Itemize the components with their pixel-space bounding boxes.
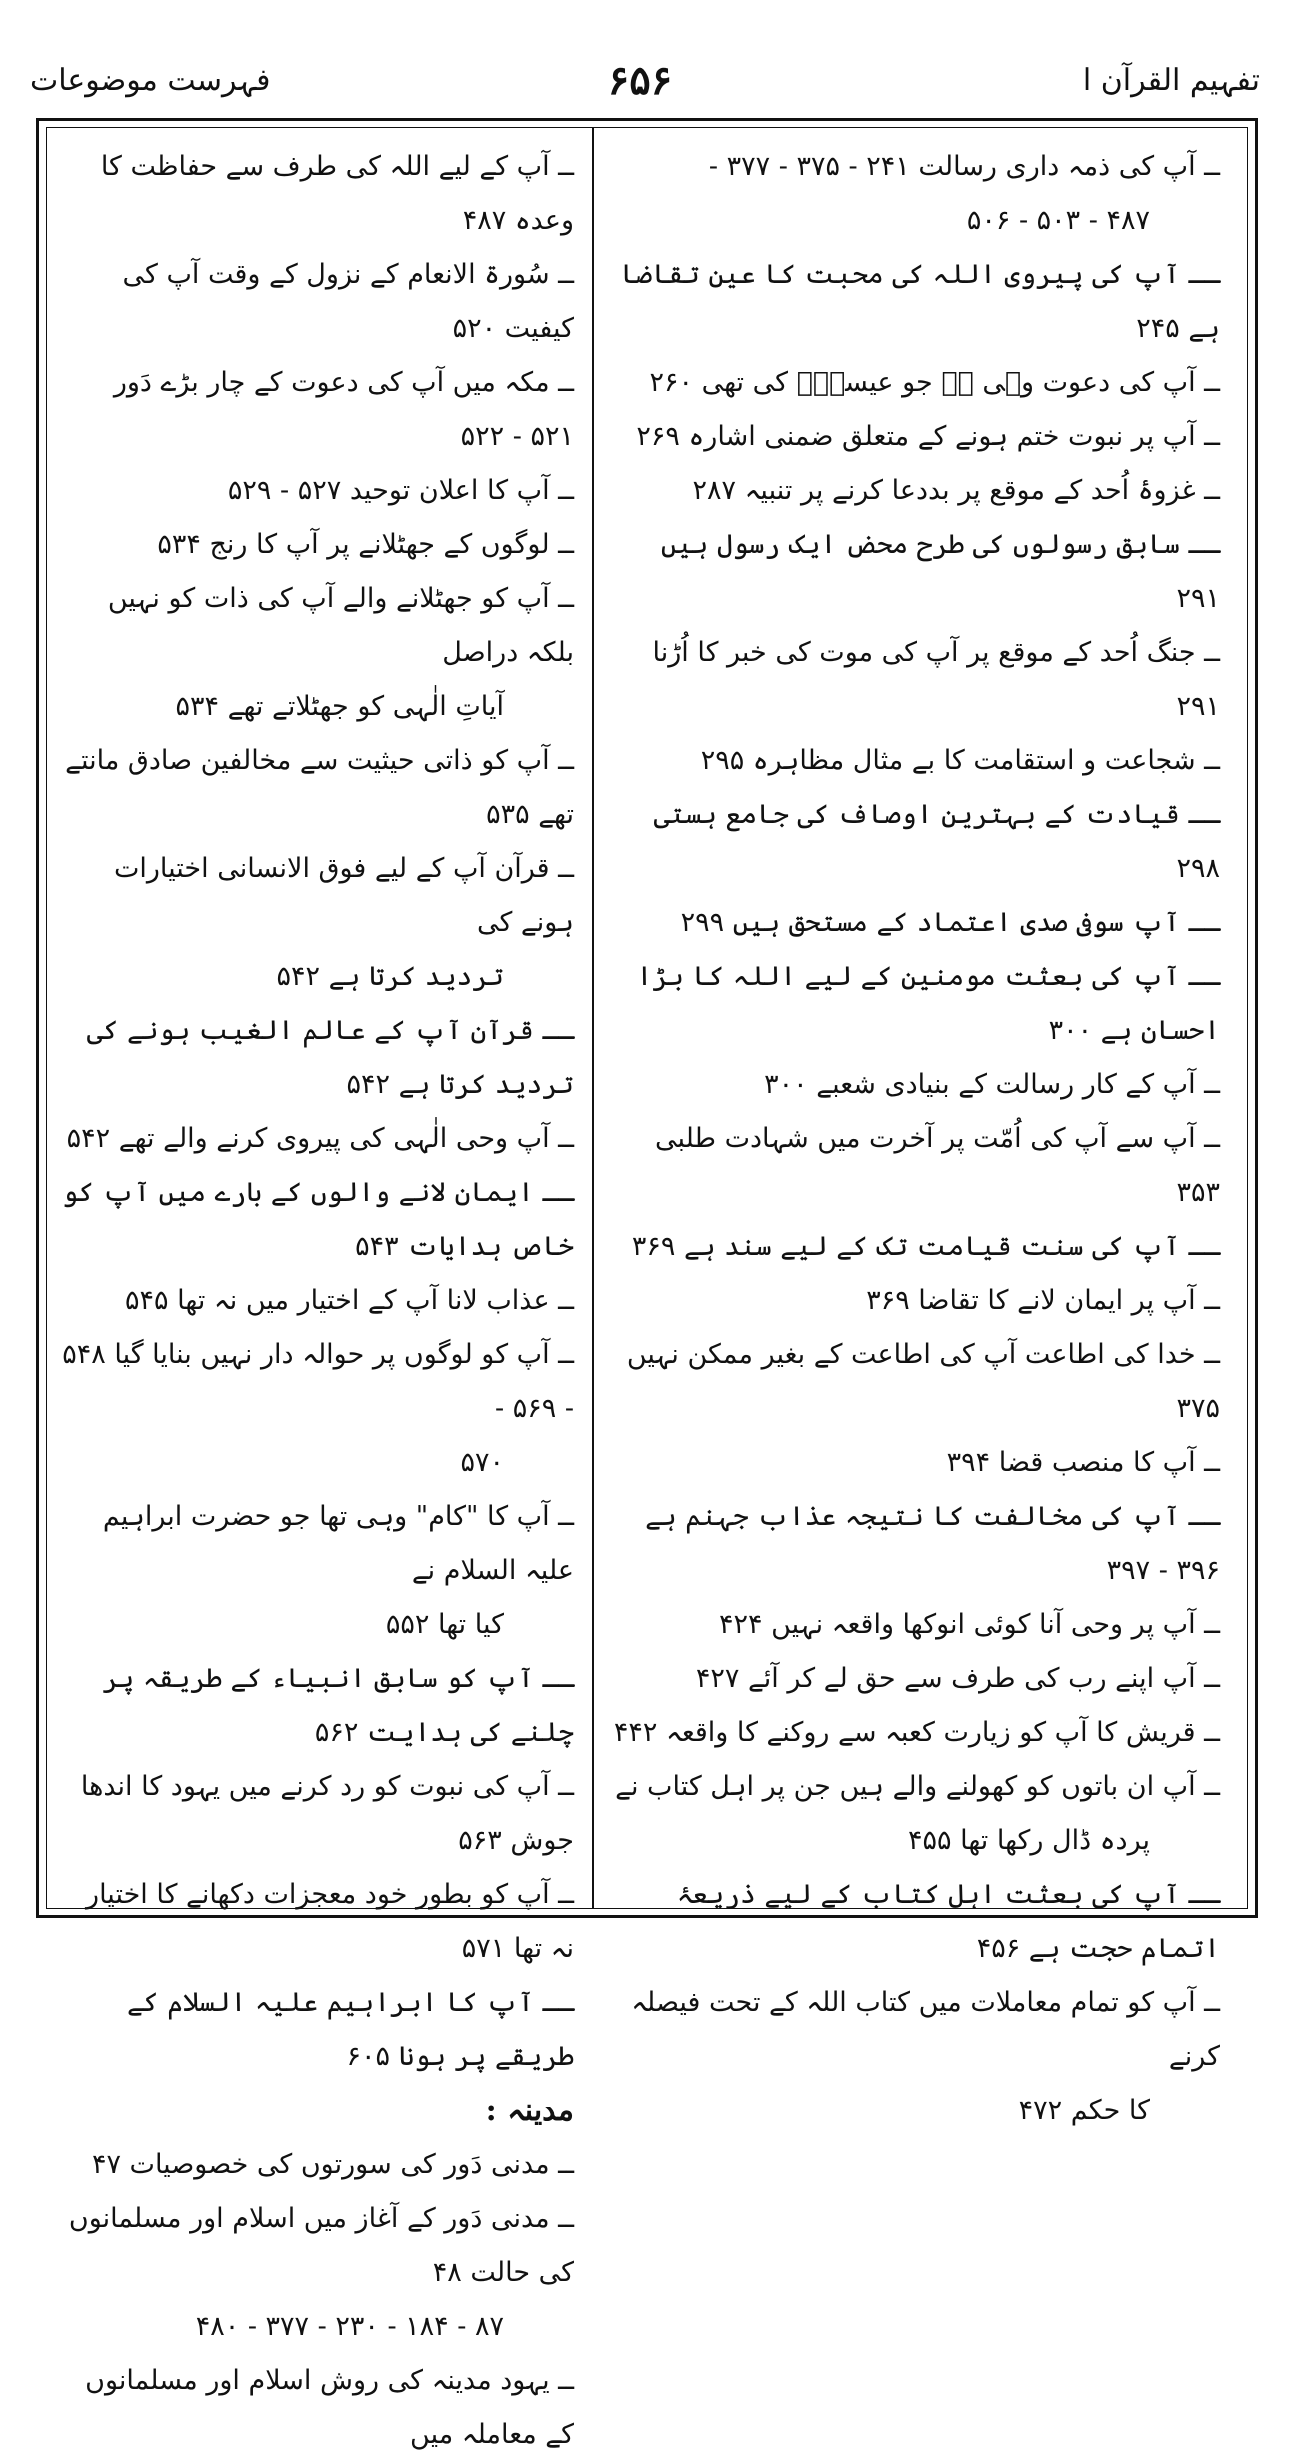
index-entry: ــ آپ کی ذمہ داری رسالت ۲۴۱ - ۳۷۵ - ۳۷۷ -	[708, 151, 1220, 182]
index-entry: ــ ایمان لانے والوں کے بارے میں آپ کو خاص ہدایات ۵۴۳	[62, 1177, 574, 1262]
index-entry: ــ آپ کے لیے اللہ کی طرف سے حفاظت کا وعدہ ۴۸۷	[100, 151, 574, 236]
index-entry: ــ آپ کو لوگوں پر حوالہ دار نہیں بنایا گیا ۵۴۸ - ۵۶۹ -	[62, 1339, 574, 1424]
book-title: تفہیم القرآن ا	[1082, 63, 1260, 98]
index-entry: ــ آپ پر وحی آنا کوئی انوکھا واقعہ نہیں ۴۲۴	[718, 1609, 1220, 1640]
section-title: فہرست موضوعات	[30, 63, 271, 98]
index-entry: ــ آپ کو تمام معاملات میں کتاب اللہ کے تحت فیصلہ کرنے	[631, 1987, 1220, 2072]
index-entry-continuation: کیا تھا ۵۵۲	[385, 1609, 504, 1640]
index-entry: ــ آپ کا منصب قضا ۳۹۴	[946, 1447, 1220, 1478]
index-entry: ــ لوگوں کے جھٹلانے پر آپ کا رنج ۵۳۴	[157, 529, 574, 560]
index-entry: ــ آپ کی مخالفت کا نتیجہ عذاب جہنم ہے ۳۹۶ - ۳۹۷	[645, 1501, 1220, 1586]
index-entry: ــ قیادت کے بہترین اوصاف کی جامع ہستی ۲۹۸	[653, 799, 1220, 884]
right-column	[604, 140, 1234, 2126]
index-entry: ــ یہود مدینہ کی روش اسلام اور مسلمانوں کے معاملہ میں	[85, 2365, 574, 2450]
index-entry: ــ آپ کی نبوت کو رد کرنے میں یہود کا اندھا جوش ۵۶۳	[80, 1771, 574, 1856]
index-entry: ــ آپ پر ایمان لانے کا تقاضا ۳۶۹	[866, 1285, 1220, 1316]
index-entry: ــ آپ کے کار رسالت کے بنیادی شعبے ۳۰۰	[764, 1069, 1220, 1100]
index-entry: ــ مدنی دَور کی سورتوں کی خصوصیات ۴۷	[91, 2149, 574, 2180]
index-entry: ــ آپ کو سابق انبیاء کے طریقہ پر چلنے کی ہدایت ۵۶۲	[102, 1663, 574, 1748]
index-entry-continuation: تردید کرتا ہے ۵۴۲	[276, 961, 504, 992]
left-column	[58, 140, 584, 2450]
index-entry: ــ آپ وحی الٰہی کی پیروی کرنے والے تھے ۵۴۲	[66, 1123, 574, 1154]
index-entry: ــ آپ کی سنت قیامت تک کے لیے سند ہے ۳۶۹	[631, 1231, 1220, 1262]
index-entry: ــ آپ پر نبوت ختم ہونے کے متعلق ضمنی اشارہ ۲۶۹	[636, 421, 1220, 452]
index-entry: ــ مکہ میں آپ کی دعوت کے چار بڑے دَور ۵۲۱ - ۵۲۲	[113, 367, 574, 452]
page-header	[30, 55, 1260, 115]
index-entry: ــ عذاب لانا آپ کے اختیار میں نہ تھا ۵۴۵	[125, 1285, 574, 1316]
index-entry: ــ آپ کا ابراہیم علیہ السلام کے طریقے پر ہونا ۶۰۵	[126, 1987, 574, 2072]
index-entry-continuation: ۸۷ - ۱۸۴ - ۲۳۰ - ۳۷۷ - ۴۸۰	[195, 2311, 504, 2342]
index-entry-continuation: آیاتِ الٰہی کو جھٹلاتے تھے ۵۳۴	[175, 691, 504, 722]
index-entry: ــ آپ کو ذاتی حیثیت سے مخالفین صادق مانتے تھے ۵۳۵	[65, 745, 574, 830]
index-entry: ــ آپ ان باتوں کو کھولنے والے ہیں جن پر اہل کتاب نے	[615, 1771, 1220, 1802]
index-entry: ــ آپ کو بطور خود معجزات دکھانے کا اختیار نہ تھا ۵۷۱	[86, 1879, 574, 1964]
index-entry: ــ مدنی دَور کے آغاز میں اسلام اور مسلمانوں کی حالت ۴۸	[68, 2203, 574, 2288]
index-entry: ــ قرآن آپ کے لیے فوق الانسانی اختیارات ہونے کی	[113, 853, 574, 938]
page-number: ۶۵۶	[607, 57, 673, 104]
index-entry: ــ غزوۂ اُحد کے موقع پر بددعا کرنے پر تنبیہ ۲۸۷	[692, 475, 1220, 506]
index-entry: ــ آپ کی دعوت وہی ہے جو عیسیٰؑ کی تھی ۲۶۰	[649, 367, 1220, 398]
index-entry: ــ آپ کو جھٹلانے والے آپ کی ذات کو نہیں بلکہ دراصل	[107, 583, 574, 668]
index-entry: ــ خدا کی اطاعت آپ کی اطاعت کے بغیر ممکن نہیں ۳۷۵	[626, 1339, 1220, 1424]
index-entry: ــ قریش کا آپ کو زیارت کعبہ سے روکنے کا واقعہ ۴۴۲	[613, 1717, 1220, 1748]
index-entry-continuation: ۴۸۷ - ۵۰۳ - ۵۰۶	[966, 205, 1150, 236]
index-entry: ــ جنگ اُحد کے موقع پر آپ کی موت کی خبر کا اُڑنا ۲۹۱	[652, 637, 1220, 722]
index-entry-continuation: کا حکم ۴۷۲	[1018, 2095, 1150, 2126]
index-entry: ــ آپ کا اعلان توحید ۵۲۷ - ۵۲۹	[227, 475, 574, 506]
index-entry-continuation: ۵۷۰	[460, 1447, 504, 1478]
column-divider	[592, 127, 594, 1909]
index-entry: ــ آپ کی بعثت اہل کتاب کے لیے ذریعۂ اتمام حجت ہے ۴۵۶	[676, 1879, 1220, 1964]
index-entry: ــ شجاعت و استقامت کا بے مثال مظاہرہ ۲۹۵	[700, 745, 1220, 776]
subheading: مدینہ :	[485, 2093, 574, 2128]
index-entry-continuation: پردہ ڈال رکھا تھا ۴۵۵	[908, 1825, 1150, 1856]
index-entry: ــ سُورۃ الانعام کے نزول کے وقت آپ کی کیفیت ۵۲۰	[122, 259, 574, 344]
index-entry: ــ سابق رسولوں کی طرح محض ایک رسول ہیں ۲۹۱	[660, 529, 1220, 614]
index-entry: ــ آپ سوفی صدی اعتماد کے مستحق ہیں ۲۹۹	[680, 907, 1220, 938]
index-entry: ــ آپ اپنے رب کی طرف سے حق لے کر آئے ۴۲۷	[695, 1663, 1220, 1694]
index-entry: ــ آپ کا "کام" وہی تھا جو حضرت ابراہیم علیہ السلام نے	[102, 1501, 574, 1586]
index-entry: ــ آپ سے آپ کی اُمّت پر آخرت میں شہادت طلبی ۳۵۳	[654, 1123, 1220, 1208]
index-entry: ــ آپ کی بعثت مومنین کے لیے اللہ کا بڑا احسان ہے ۳۰۰	[636, 961, 1220, 1046]
index-entry: ــ قرآن آپ کے عالم الغیب ہونے کی تردید کرتا ہے ۵۴۲	[86, 1015, 574, 1100]
index-entry: ــ آپ کی پیروی اللہ کی محبت کا عین تقاضا ہے ۲۴۵	[620, 259, 1220, 344]
